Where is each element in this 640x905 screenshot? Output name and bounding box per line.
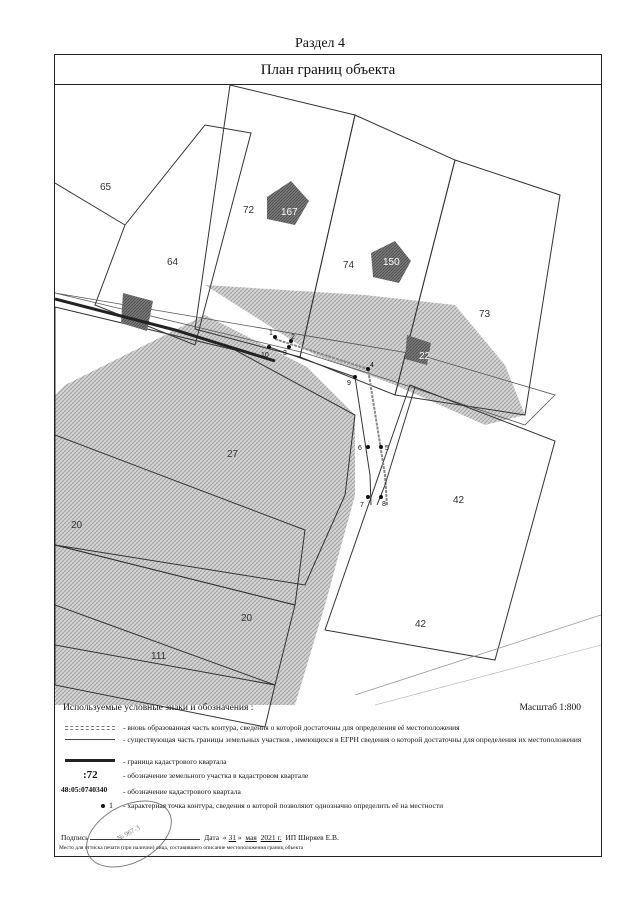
seal-stamp: № 967-3	[75, 787, 183, 881]
legend-text: - вновь образованная часть контура, сведения о которой достаточны для определения её местоположения	[123, 723, 460, 732]
plan-frame	[54, 54, 602, 857]
label-73: 73	[479, 309, 491, 320]
label-74: 74	[343, 260, 355, 271]
label-64: 64	[167, 257, 179, 268]
scale-label: Масштаб 1:800	[519, 703, 581, 713]
building-64	[121, 293, 153, 331]
legend-text: - граница кадастрового квартала	[123, 757, 227, 766]
date-label: Дата	[204, 833, 220, 842]
point-label-5: 5	[385, 445, 389, 452]
label-150: 150	[383, 257, 400, 268]
label-20: 20	[71, 520, 83, 531]
label-22: 22	[419, 351, 431, 362]
parcel-symbol: :72	[83, 769, 98, 781]
contour-point-8	[379, 495, 383, 499]
legend-text: - обозначение кадастрового квартала	[123, 787, 241, 796]
label-27: 27	[227, 449, 239, 460]
legend-row-new-contour	[61, 723, 583, 733]
signature-line: Подпись Дата « 31 » мая 2021 г. ИП Ширяев Е.В.	[61, 833, 339, 842]
contour-point-10	[267, 345, 271, 349]
point-label-2: 2	[291, 334, 295, 341]
date-month: мая	[245, 833, 257, 842]
point-label-7: 7	[360, 502, 364, 509]
label-20b: 20	[241, 613, 253, 624]
quarter-symbol: 48:05:0740340	[61, 785, 108, 794]
contour-point-9	[353, 375, 357, 379]
legend-row-quarter-symbol	[61, 787, 583, 797]
label-42b: 42	[415, 619, 427, 630]
signature-blank	[90, 831, 200, 840]
label-72: 72	[243, 205, 255, 216]
contour-point-5	[379, 445, 383, 449]
legend-title: Используемые условные знаки и обозначения :	[63, 703, 254, 713]
hatched-zone-south	[55, 315, 355, 705]
road-line-2	[375, 645, 601, 705]
thick-line-symbol	[65, 759, 115, 762]
building-167	[267, 181, 309, 225]
label-111: 111	[151, 651, 167, 662]
point-label-8: 8	[382, 501, 386, 508]
point-label-4: 4	[370, 362, 374, 369]
parcel-42-boundary	[325, 385, 555, 660]
label-65: 65	[100, 182, 112, 193]
point-dot-icon	[101, 804, 105, 808]
legend-text: - характерная точка контура, сведения о которой позволяют однозначно определить её на местности	[123, 801, 444, 810]
stamp-footnote: Место для оттиска печати (при наличии) лица, составившего описание местоположения границ объекта	[59, 845, 304, 851]
label-42: 42	[453, 495, 465, 506]
contour-point-6	[366, 445, 370, 449]
thin-line-symbol	[65, 739, 115, 740]
date-year: 2021 г.	[260, 833, 282, 842]
section-title: Раздел 4	[294, 36, 346, 51]
label-167: 167	[281, 207, 298, 218]
point-symbol: 1	[109, 801, 113, 810]
legend-row-parcel-symbol	[61, 771, 583, 781]
date-day: 31	[228, 833, 236, 842]
point-label-1: 1	[269, 330, 273, 337]
boundary-map	[55, 85, 601, 727]
signature-label: Подпись	[61, 833, 89, 842]
legend-row-quarter-boundary	[61, 757, 583, 767]
legend-row-existing-boundary	[61, 735, 583, 745]
legend-text: - обозначение земельного участка в кадастровом квартале	[123, 771, 309, 780]
surveyor-name: ИП Ширяев Е.В.	[285, 833, 339, 842]
plan-title: План границ объекта	[55, 55, 601, 85]
point-label-9: 9	[347, 380, 351, 387]
hatched-line-symbol	[65, 726, 115, 730]
contour-point-7	[366, 495, 370, 499]
parcel-65-boundary	[55, 183, 125, 225]
point-label-3: 3	[283, 350, 287, 357]
point-label-10: 10	[261, 352, 269, 359]
parcel-64-boundary	[95, 125, 251, 345]
contour-point-1	[273, 335, 277, 339]
label-72b: 72	[125, 339, 137, 350]
legend-text: - существующая часть границы земельных участков , имеющихся в ЕГРН сведения о которой достаточны для определения их местоположения	[123, 735, 582, 744]
point-label-6: 6	[358, 445, 362, 452]
contour-point-3	[287, 345, 291, 349]
